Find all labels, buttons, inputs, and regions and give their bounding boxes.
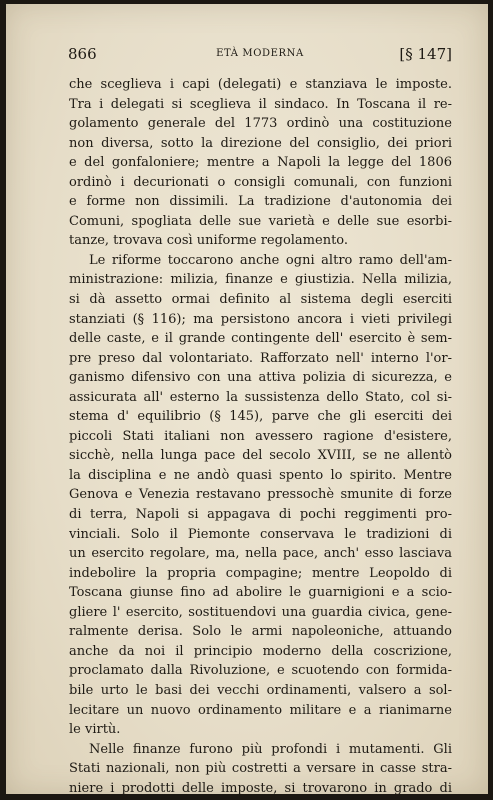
text-line: e del gonfaloniere; mentre a Napoli la legge del 1806 bbox=[69, 155, 452, 171]
text-line: Le riforme toccarono anche ogni altro ramo dell'am- bbox=[89, 252, 452, 268]
text-line: stanziati (§ 116); ma persistono ancora i vieti privilegi bbox=[69, 311, 452, 327]
text-line: Toscana giunse fino ad abolire le guarnigioni e a scio- bbox=[69, 585, 452, 601]
running-title: ETÀ MODERNA bbox=[216, 48, 304, 59]
section-reference: [§ 147] bbox=[399, 45, 452, 63]
text-line: Genova e Venezia restavano pressochè smunite di forze bbox=[69, 487, 452, 503]
text-line: si dà assetto ormai definito al sistema degli eserciti bbox=[69, 292, 452, 308]
page-body-text bbox=[69, 75, 452, 798]
text-line: Tra i delegati si sceglieva il sindaco. In Toscana il re- bbox=[69, 96, 452, 112]
text-line: Stati nazionali, non più costretti a versare in casse stra- bbox=[69, 761, 452, 777]
text-line: ordinò i decurionati o consigli comunali, con funzioni bbox=[69, 174, 452, 190]
text-line: di terra, Napoli si appagava di pochi reggimenti pro- bbox=[69, 507, 452, 523]
text-line: gliere l' esercito, sostituendovi una guardia civica, gene- bbox=[69, 604, 452, 620]
text-line: un esercito regolare, ma, nella pace, anch' esso lasciava bbox=[69, 546, 452, 562]
text-line: anche da noi il principio moderno della coscrizione, bbox=[69, 643, 452, 659]
text-line: pre preso dal volontariato. Rafforzato nell' interno l'or- bbox=[69, 350, 452, 366]
text-line: piccoli Stati italiani non avessero ragione d'esistere, bbox=[69, 428, 452, 444]
text-line: ralmente derisa. Solo le armi napoleoniche, attuando bbox=[69, 624, 452, 640]
text-line: golamento generale del 1773 ordinò una costituzione bbox=[69, 116, 452, 132]
text-line: ganismo difensivo con una attiva polizia di sicurezza, e bbox=[69, 370, 452, 386]
page-header bbox=[68, 45, 452, 67]
text-line: proclamato dalla Rivoluzione, e scuotendo con formida- bbox=[69, 663, 452, 679]
text-line: che sceglieva i capi (delegati) e stanziava le imposte. bbox=[69, 77, 452, 92]
text-line: indebolire la propria compagine; mentre Leopoldo di bbox=[69, 565, 452, 581]
text-line: sicchè, nella lunga pace del secolo XVIII, se ne allentò bbox=[69, 448, 452, 464]
text-line: niere i prodotti delle imposte, si trovarono in grado di bbox=[69, 780, 452, 796]
book-page bbox=[6, 4, 488, 794]
text-line: le virtù. bbox=[69, 722, 121, 738]
text-line: ministrazione: milizia, finanze e giustizia. Nella milizia, bbox=[69, 272, 452, 288]
text-line: delle caste, e il grande contingente dell' esercito è sem- bbox=[69, 331, 452, 347]
text-line: Nelle finanze furono più profondi i mutamenti. Gli bbox=[89, 741, 452, 757]
text-line: non diversa, sotto la direzione del consiglio, dei priori bbox=[69, 135, 452, 151]
text-line: e forme non dissimili. La tradizione d'autonomia dei bbox=[69, 194, 452, 210]
text-line: stema d' equilibrio (§ 145), parve che gli eserciti dei bbox=[69, 409, 452, 425]
text-line: bile urto le basi dei vecchi ordinamenti, valsero a sol- bbox=[69, 682, 452, 698]
text-line: assicurata all' esterno la sussistenza dello Stato, col si- bbox=[69, 389, 452, 405]
text-line: vinciali. Solo il Piemonte conservava le tradizioni di bbox=[69, 526, 452, 542]
text-line: tanze, trovava così uniforme regolamento. bbox=[69, 233, 349, 249]
text-line: Comuni, spogliata delle sue varietà e delle sue esorbi- bbox=[69, 213, 452, 229]
page-number: 866 bbox=[68, 45, 97, 63]
text-line: la disciplina e ne andò quasi spento lo spirito. Mentre bbox=[69, 467, 452, 483]
text-line: lecitare un nuovo ordinamento militare e a rianimarne bbox=[69, 702, 452, 718]
